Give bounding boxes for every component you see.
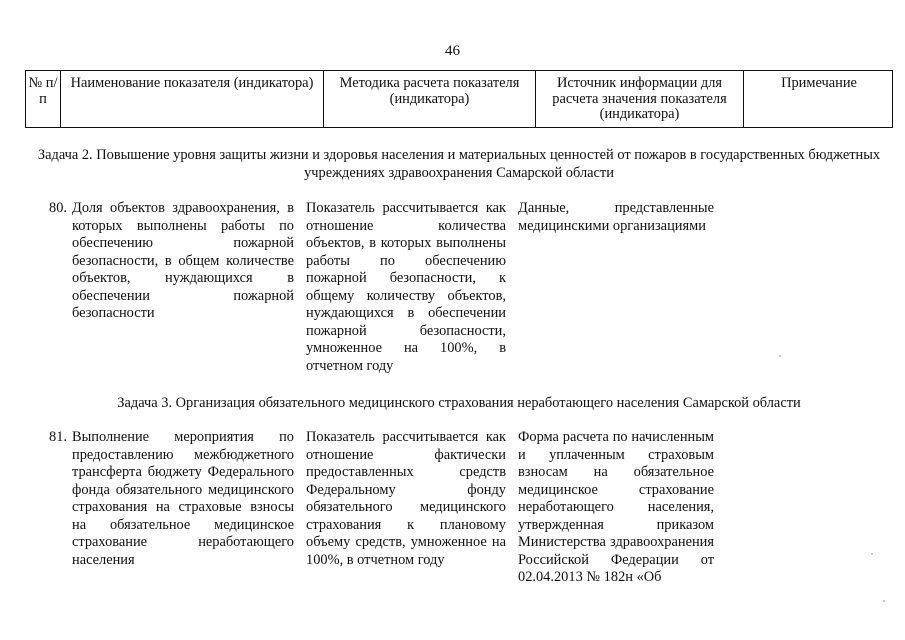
header-col-number: № п/п [26, 71, 61, 127]
calculation-method: Показатель рассчитывается как отношение количества объектов, в которых выполнены работы по обеспечению пожарной безопасности, к общему количеству объектов, нуждающихся в обеспечении пожарной безопасности, умноженное на 100%, в отчетном году [306, 200, 506, 374]
row-number: 81. [49, 429, 67, 445]
indicator-name: Доля объектов здравоохранения, в которых выполнены работы по обеспечению пожарной безопасности, в общем количестве объектов, нуждающихся в обеспечении пожарной безопасности [72, 200, 294, 321]
header-col-note: Примечание [781, 75, 857, 91]
header-col-method: Методика расчета показателя (индикатора) [324, 71, 536, 127]
header-col-name: Наименование показателя (индикатора) [61, 71, 324, 127]
row-number: 80. [49, 200, 67, 216]
table-header [25, 70, 893, 128]
task-2-title: Задача 2. Повышение уровня защиты жизни и здоровья населения и материальных ценностей от пожаров в государственных бюджетных учреждениях здравоохранения Самарской области [37, 147, 881, 181]
scan-speck [883, 600, 885, 602]
scan-speck [871, 553, 873, 555]
information-source: Данные, представленные медицинскими организациями [518, 200, 714, 234]
scan-speck [779, 355, 781, 357]
information-source: Форма расчета по начисленным и уплаченным страховым взносам на обязательное медицинское страхование неработающего населения, утвержденная приказом Министерства здравоохранения Российской Федерации от 02.04.2013 № 182н «Об [518, 429, 714, 585]
task-3-title: Задача 3. Организация обязательного медицинского страхования неработающего населения Самарской области [117, 395, 801, 411]
indicator-name: Выполнение мероприятия по предоставлению межбюджетного трансферта бюджету Федерального фонда обязательного медицинского страхования на страховые взносы на обязательное медицинское страхование неработающего населения [72, 429, 294, 568]
calculation-method: Показатель рассчитывается как отношение фактически предоставленных средств Федеральному фонду обязательного медицинского страхования к плановому объему средств, умноженное на 100%, в отчетном году [306, 429, 506, 568]
page-number: 46 [445, 43, 460, 59]
header-col-source: Источник информации для расчета значения показателя (индикатора) [536, 71, 744, 127]
